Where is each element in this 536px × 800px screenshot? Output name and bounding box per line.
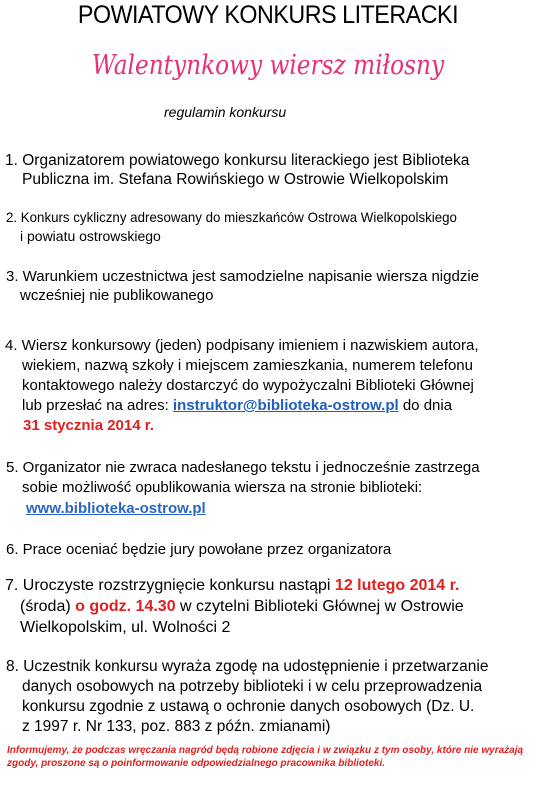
- rule-7-line-2-suffix: w czytelni Biblioteki Głównej w Ostrowie: [175, 598, 464, 615]
- rule-7-line-3: Wielkopolskim, ul. Wolności 2: [20, 619, 231, 636]
- email-link[interactable]: instruktor@biblioteka-ostrow.pl: [172, 397, 399, 414]
- rule-4-line-2: wiekiem, nazwą szkoły i miejscem zamieszkania, numerem telefonu: [22, 357, 473, 374]
- page-subtitle: Walentynkowy wiersz miłosny: [91, 50, 445, 81]
- regulamin-heading: regulamin konkursu: [164, 104, 287, 120]
- website-link[interactable]: [26, 499, 206, 518]
- rule-1-line-1: 1. Organizatorem powiatowego konkursu literackiego jest Biblioteka: [5, 152, 470, 169]
- website-link-text[interactable]: www.biblioteka-ostrow.pl: [26, 500, 206, 517]
- rule-4-line-1: 4. Wiersz konkursowy (jeden) podpisany imieniem i nazwiskiem autora,: [5, 337, 479, 354]
- rule-7-line-1-text: 7. Uroczyste rozstrzygnięcie konkursu nastąpi: [5, 577, 335, 594]
- rule-1-line-2: Publiczna im. Stefana Rowińskiego w Ostrowie Wielkopolskim: [22, 171, 449, 188]
- rule-8-line-1: 8. Uczestnik konkursu wyraża zgodę na udostępnienie i przetwarzanie: [6, 658, 489, 675]
- rule-3-line-1: 3. Warunkiem uczestnictwa jest samodzielne napisanie wiersza nigdzie: [6, 268, 479, 285]
- rule-8-line-3: konkursu zgodnie z ustawą o ochronie danych osobowych (Dz. U.: [22, 698, 475, 715]
- rule-2-line-2: i powiatu ostrowskiego: [20, 228, 161, 244]
- rule-4-deadline: 31 stycznia 2014 r.: [23, 417, 154, 434]
- rule-7-time: o godz. 14.30: [75, 598, 176, 615]
- rule-8-line-2: danych osobowych na potrzeby biblioteki i w celu przeprowadzenia: [22, 678, 483, 695]
- rule-7-line-2: [20, 597, 464, 616]
- photo-consent-note: Informujemy, że podczas wręczania nagród będą robione zdjęcia i w związku z tym osoby, które nie wyrażają zgody, proszone są o poinformowanie odpowiedzialnego pracownika biblioteki.: [7, 745, 524, 769]
- rule-5-line-1: 5. Organizator nie zwraca nadesłanego tekstu i jednocześnie zastrzega: [6, 459, 480, 476]
- rule-4-line-4-suffix: do dnia: [398, 397, 453, 414]
- rule-4-line-3: kontaktowego należy dostarczyć do wypożyczalni Biblioteki Głównej: [22, 377, 474, 394]
- rule-4-line-4-text: lub przesłać na adres:: [22, 397, 173, 414]
- rule-7-line-2-prefix: (środa): [20, 598, 76, 615]
- page-title: POWIATOWY KONKURS LITERACKI: [77, 1, 459, 29]
- rule-8-line-4: z 1997 r. Nr 133, poz. 883 z późn. zmianami): [22, 718, 331, 735]
- rule-2-line-1: 2. Konkurs cykliczny adresowany do mieszkańców Ostrowa Wielkopolskiego: [6, 209, 457, 225]
- rule-3-line-2: wcześniej nie publikowanego: [20, 287, 214, 304]
- rule-7-date: 12 lutego 2014 r.: [334, 577, 460, 594]
- rule-6-line-1: 6. Prace oceniać będzie jury powołane przez organizatora: [6, 541, 392, 558]
- rule-5-line-2: sobie możliwość opublikowania wiersza na stronie biblioteki:: [22, 479, 423, 496]
- rule-4-line-4: [22, 396, 452, 415]
- rule-7-line-1: [5, 576, 459, 595]
